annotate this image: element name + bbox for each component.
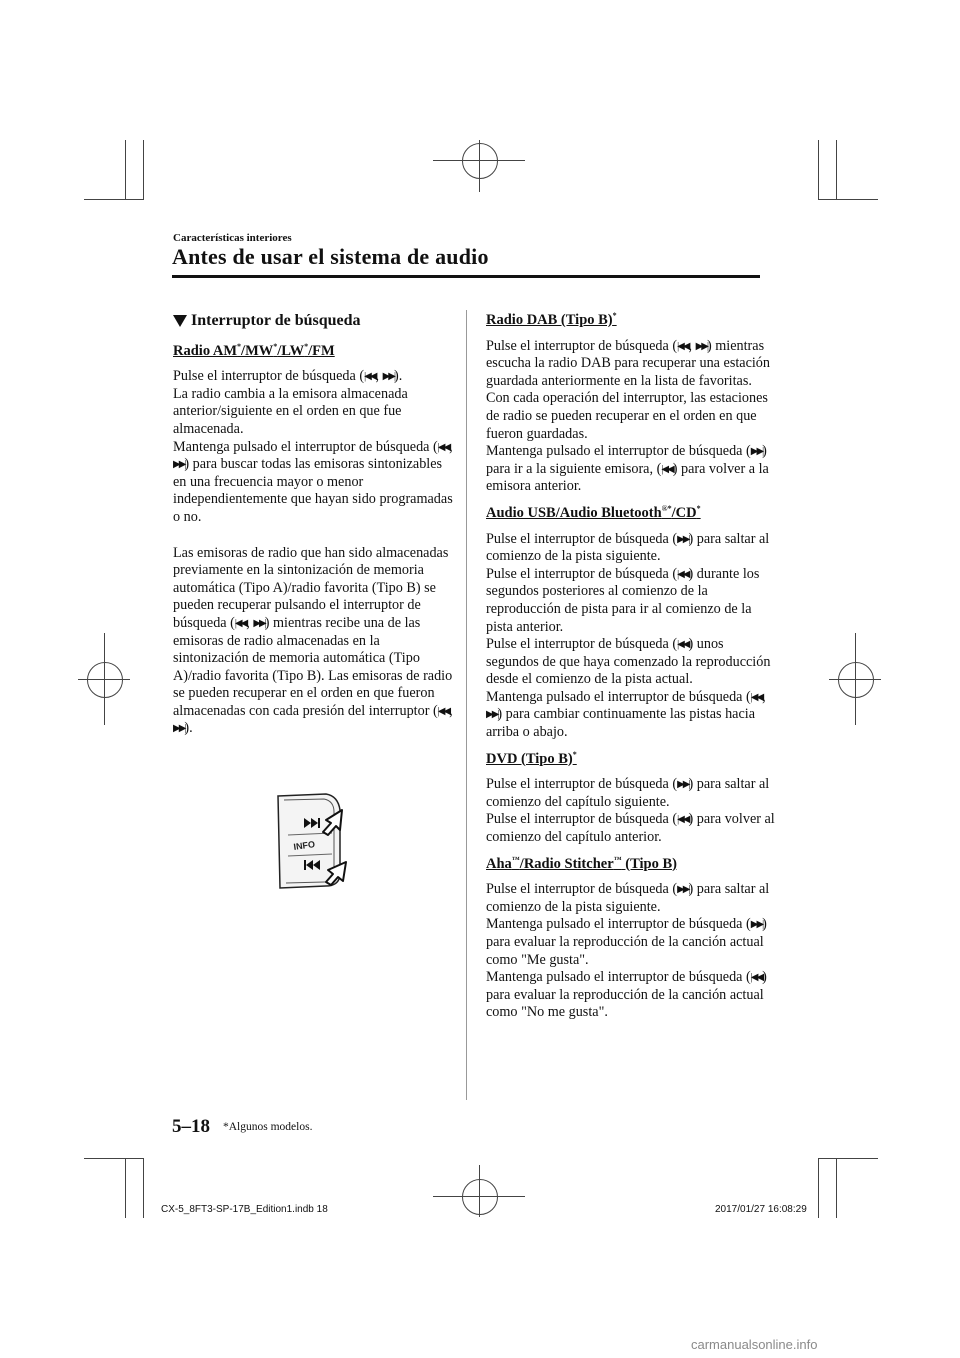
subheading-radio-am: Radio AM*/MW*/LW*/FM	[173, 341, 335, 359]
section-heading	[173, 312, 458, 330]
watermark-link[interactable]: carmanualsonline.info	[691, 1337, 818, 1352]
column-divider	[466, 310, 467, 1100]
paragraph: Mantenga pulsado el interruptor de búsqueda (▶▶|) para ir a la siguiente emisora, (|◀◀) para volver a la emisora anterior.	[486, 443, 769, 495]
next-track-icon: ▶▶|	[173, 459, 185, 471]
paragraph: Pulse el interruptor de búsqueda (|◀◀) para volver al comienzo del capítulo anterior.	[486, 811, 775, 846]
next-track-icon: ▶▶|	[677, 533, 689, 545]
paragraph: Pulse el interruptor de búsqueda (|◀◀) unos segundos de que haya comenzado la reproducción desde el comienzo de la pista actual.	[486, 636, 771, 688]
paragraph: Pulse el interruptor de búsqueda (▶▶|) para saltar al comienzo de la pista siguiente.	[486, 530, 770, 565]
previous-track-icon: |◀◀	[437, 705, 450, 717]
next-track-icon: ▶▶|	[677, 779, 689, 791]
page-title: Antes de usar el sistema de audio	[172, 244, 489, 269]
subheading-dvd: DVD (Tipo B)*	[486, 749, 577, 767]
left-column	[173, 312, 458, 738]
previous-track-icon: |◀◀	[677, 340, 689, 352]
subheading-radio-dab: Radio DAB (Tipo B)*	[486, 311, 617, 328]
next-track-icon: ▶▶|	[677, 884, 689, 896]
previous-track-icon: |◀◀	[677, 568, 689, 580]
paragraph: La radio cambia a la emisora almacenada anterior/siguiente en el orden en que fue almacenada.	[173, 385, 408, 437]
paragraph: Mantenga pulsado el interruptor de búsqueda (▶▶|) para evaluar la reproducción de la canción actual como "Me gusta".	[486, 916, 767, 968]
previous-track-icon: |◀◀	[661, 463, 673, 475]
print-timestamp: 2017/01/27 16:08:29	[715, 1204, 807, 1215]
subheading-audio-usb: Audio USB/Audio Bluetooth®*/CD*	[486, 504, 701, 521]
footnote: *Algunos modelos.	[223, 1121, 313, 1133]
next-track-icon: ▶▶|	[173, 723, 185, 735]
next-track-icon: ▶▶|	[486, 709, 498, 721]
previous-track-icon: |◀◀	[437, 441, 450, 453]
paragraph: Las emisoras de radio que han sido almacenadas previamente en la sintonización de memoria automática (Tipo A)/radio favorita (Tipo B) se pueden recuperar pulsando el interruptor de búsqueda (|◀◀, ▶▶|) mientras recibe una de las emisoras de radio almacenadas en la sintonización de memoria automática (Tipo A)/radio favorita (Tipo B). Las emisoras de radio se pueden recuperar en el orden en que fueron almacenadas con cada presión del interruptor (|◀◀, ▶▶|).	[173, 544, 453, 737]
paragraph: Mantenga pulsado el interruptor de búsqueda (|◀◀, ▶▶|) para buscar todas las emisoras sintonizables en una frecuencia mayor o menor independientemente que hayan sido programadas o no.	[173, 438, 453, 525]
next-track-icon: ▶▶|	[695, 340, 707, 352]
previous-track-icon: |◀◀	[750, 972, 763, 984]
section-label: Características interiores	[173, 232, 292, 244]
right-column	[486, 312, 776, 1022]
next-track-icon: ▶▶|	[750, 919, 763, 931]
previous-track-icon: |◀◀	[677, 814, 689, 826]
file-info: CX-5_8FT3-SP-17B_Edition1.indb 18	[161, 1204, 328, 1215]
paragraph: Pulse el interruptor de búsqueda (|◀◀, ▶▶|).	[173, 368, 403, 385]
previous-track-icon: |◀◀	[234, 617, 247, 629]
previous-track-icon: |◀◀	[364, 371, 376, 383]
previous-track-icon: |◀◀	[677, 639, 689, 651]
paragraph: Pulse el interruptor de búsqueda (▶▶|) para saltar al comienzo del capítulo siguiente.	[486, 776, 770, 810]
seek-switch-illustration	[268, 790, 368, 890]
subheading-aha: Aha™/Radio Stitcher™ (Tipo B)	[486, 854, 677, 872]
title-rule	[172, 275, 760, 278]
paragraph: Mantenga pulsado el interruptor de búsqueda (|◀◀) para evaluar la reproducción de la canción actual como "No me gusta".	[486, 969, 767, 1021]
paragraph: Pulse el interruptor de búsqueda (|◀◀) durante los segundos posteriores al comienzo de la reproducción de pista para ir al comienzo de la pista anterior.	[486, 565, 760, 635]
info-label: INFO	[292, 839, 316, 852]
paragraph: Mantenga pulsado el interruptor de búsqueda (|◀◀, ▶▶|) para cambiar continuamente las pistas hacia arriba o abajo.	[486, 688, 766, 741]
next-track-icon: ▶▶|	[750, 446, 763, 458]
next-track-icon: ▶▶|	[382, 371, 394, 383]
section-heading-text: Interruptor de búsqueda	[191, 312, 361, 329]
previous-track-icon: |◀◀	[750, 691, 763, 703]
paragraph: Pulse el interruptor de búsqueda (▶▶|) para saltar al comienzo de la pista siguiente.	[486, 881, 770, 915]
page-number: 5–18	[172, 1116, 210, 1137]
paragraph: Pulse el interruptor de búsqueda (|◀◀, ▶▶|) mientras escucha la radio DAB para recuperar una estación guardada anteriormente en la lista de favoritas. Con cada operación del interruptor, las estaciones de radio se pueden recuperar en el orden en que fueron guardadas.	[486, 337, 770, 442]
next-track-icon: ▶▶|	[253, 617, 265, 629]
triangle-bullet-icon	[173, 315, 187, 327]
